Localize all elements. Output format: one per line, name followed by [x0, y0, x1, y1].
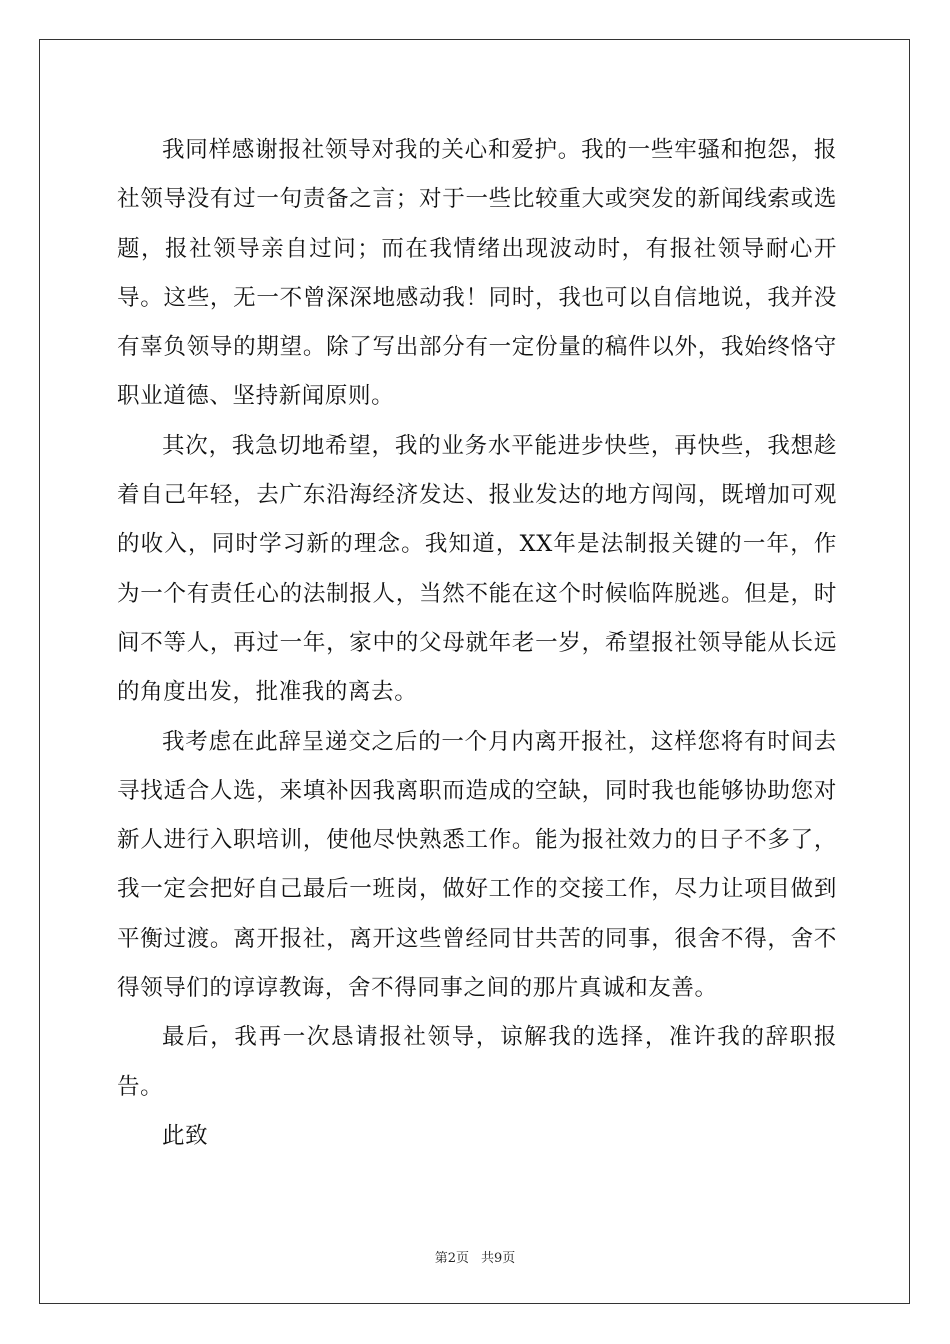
paragraph-thanks: 我同样感谢报社领导对我的关心和爱护。我的一些牢骚和抱怨，报社领导没有过一句责备之言；对于一些比较重大或突发的新闻线索或选题，报社领导亲自过问；而在我情绪出现波动时，有报社领导耐心开导。这些，无一不曾深深地感动我！同时，我也可以自信地说，我并没有辜负领导的期望。除了写出部分有一定份量的稿件以外，我始终恪守职业道德、坚持新闻原则。 [117, 137, 837, 410]
page-total: 共9页 [481, 1251, 516, 1266]
page-footer [0, 1247, 950, 1266]
paragraph-closing: 此致 [162, 1122, 209, 1149]
paragraph-reason: 其次，我急切地希望，我的业务水平能进步快些，再快些，我想趁着自己年轻，去广东沿海经济发达、报业发达的地方闯闯，既增加可观的收入，同时学习新的理念。我知道，XX年是法制报关键的一年，作为一个有责任心的法制报人，当然不能在这个时候临阵脱逃。但是，时间不等人，再过一年，家中的父母就年老一岁，希望报社领导能从长远的角度出发，批准我的离去。 [117, 432, 837, 706]
document-body [117, 126, 837, 1161]
page-number: 第2页 [434, 1251, 469, 1266]
paragraph-handover: 我考虑在此辞呈递交之后的一个月内离开报社，这样您将有时间去寻找适合人选，来填补因我离职而造成的空缺，同时我也能够协助您对新人进行入职培训，使他尽快熟悉工作。能为报社效力的日子不多了，我一定会把好自己最后一班岗，做好工作的交接工作，尽力让项目做到平衡过渡。离开报社，离开这些曾经同甘共苦的同事，很舍不得，舍不得领导们的谆谆教诲，舍不得同事之间的那片真诚和友善。 [117, 728, 837, 1002]
paragraph-request: 最后，我再一次恳请报社领导，谅解我的选择，准许我的辞职报告。 [117, 1024, 837, 1100]
